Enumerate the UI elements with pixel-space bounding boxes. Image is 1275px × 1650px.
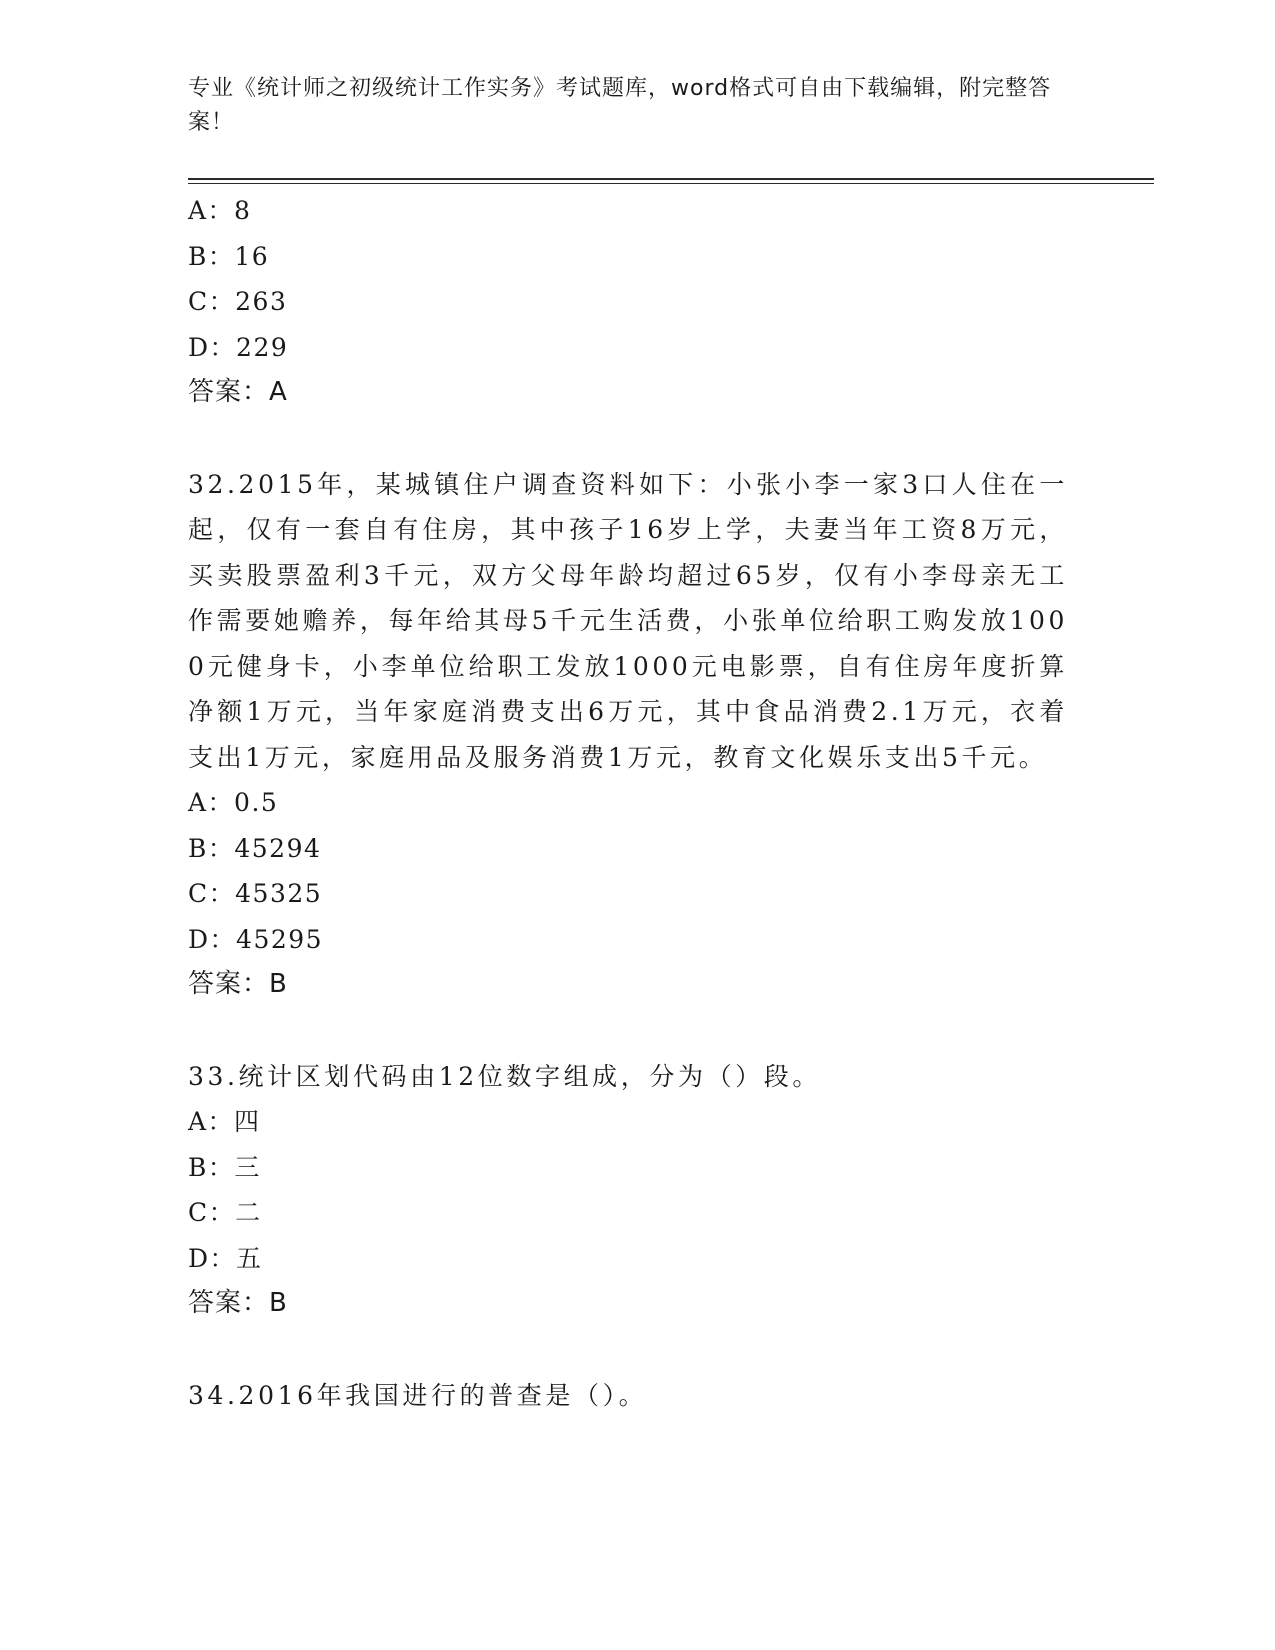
question-stem: 32.2015年，某城镇住户调查资料如下：小张小李一家3口人住在一起，仅有一套自有住房，其中孩子16岁上学，夫妻当年工资8万元，买卖股票盈利3千元，双方父母年龄均超过65岁，仅有小李母亲无工作需要她赡养，每年给其母5千元生活费，小张单位给职工购发放1000元健身卡，小李单位给职工发放1000元电影票，自有住房年度折算净额1万元，当年家庭消费支出6万元，其中食品消费2.1万元，衣着支出1万元，家庭用品及服务消费1万元，教育文化娱乐支出5千元。: [188, 469, 1068, 772]
question-stem: 34.2016年我国进行的普查是（）。: [188, 1380, 648, 1410]
option-b: B：45294: [188, 833, 322, 863]
header-divider-thin: [188, 183, 1154, 184]
question-33: [188, 1054, 1088, 1327]
question-stem: 33.统计区划代码由12位数字组成，分为（）段。: [188, 1061, 821, 1091]
option-a: A：四: [188, 1107, 261, 1136]
option-c: C：45325: [188, 879, 323, 908]
option-d: D：45295: [188, 924, 324, 954]
document-body: [188, 188, 1088, 1418]
answer-line: 答案：B: [188, 969, 288, 999]
option-d: D：五: [188, 1243, 263, 1273]
answer-line: 答案：A: [188, 377, 288, 407]
option-c: C：263: [188, 287, 288, 316]
question-32: [188, 462, 1088, 1008]
answer-line: 答案：B: [188, 1288, 288, 1318]
question-34: [188, 1373, 1088, 1419]
option-a: A：0.5: [188, 788, 279, 817]
option-c: C：二: [188, 1198, 262, 1227]
header-divider-thick: [188, 178, 1154, 180]
option-b: B：三: [188, 1152, 261, 1182]
option-b: B：16: [188, 241, 270, 271]
document-header-note: 专业《统计师之初级统计工作实务》考试题库，word格式可自由下载编辑，附完整答案！: [188, 76, 1052, 135]
question-31-continued: [188, 188, 1088, 416]
option-d: D：229: [188, 332, 289, 362]
option-a: A：8: [188, 196, 252, 225]
